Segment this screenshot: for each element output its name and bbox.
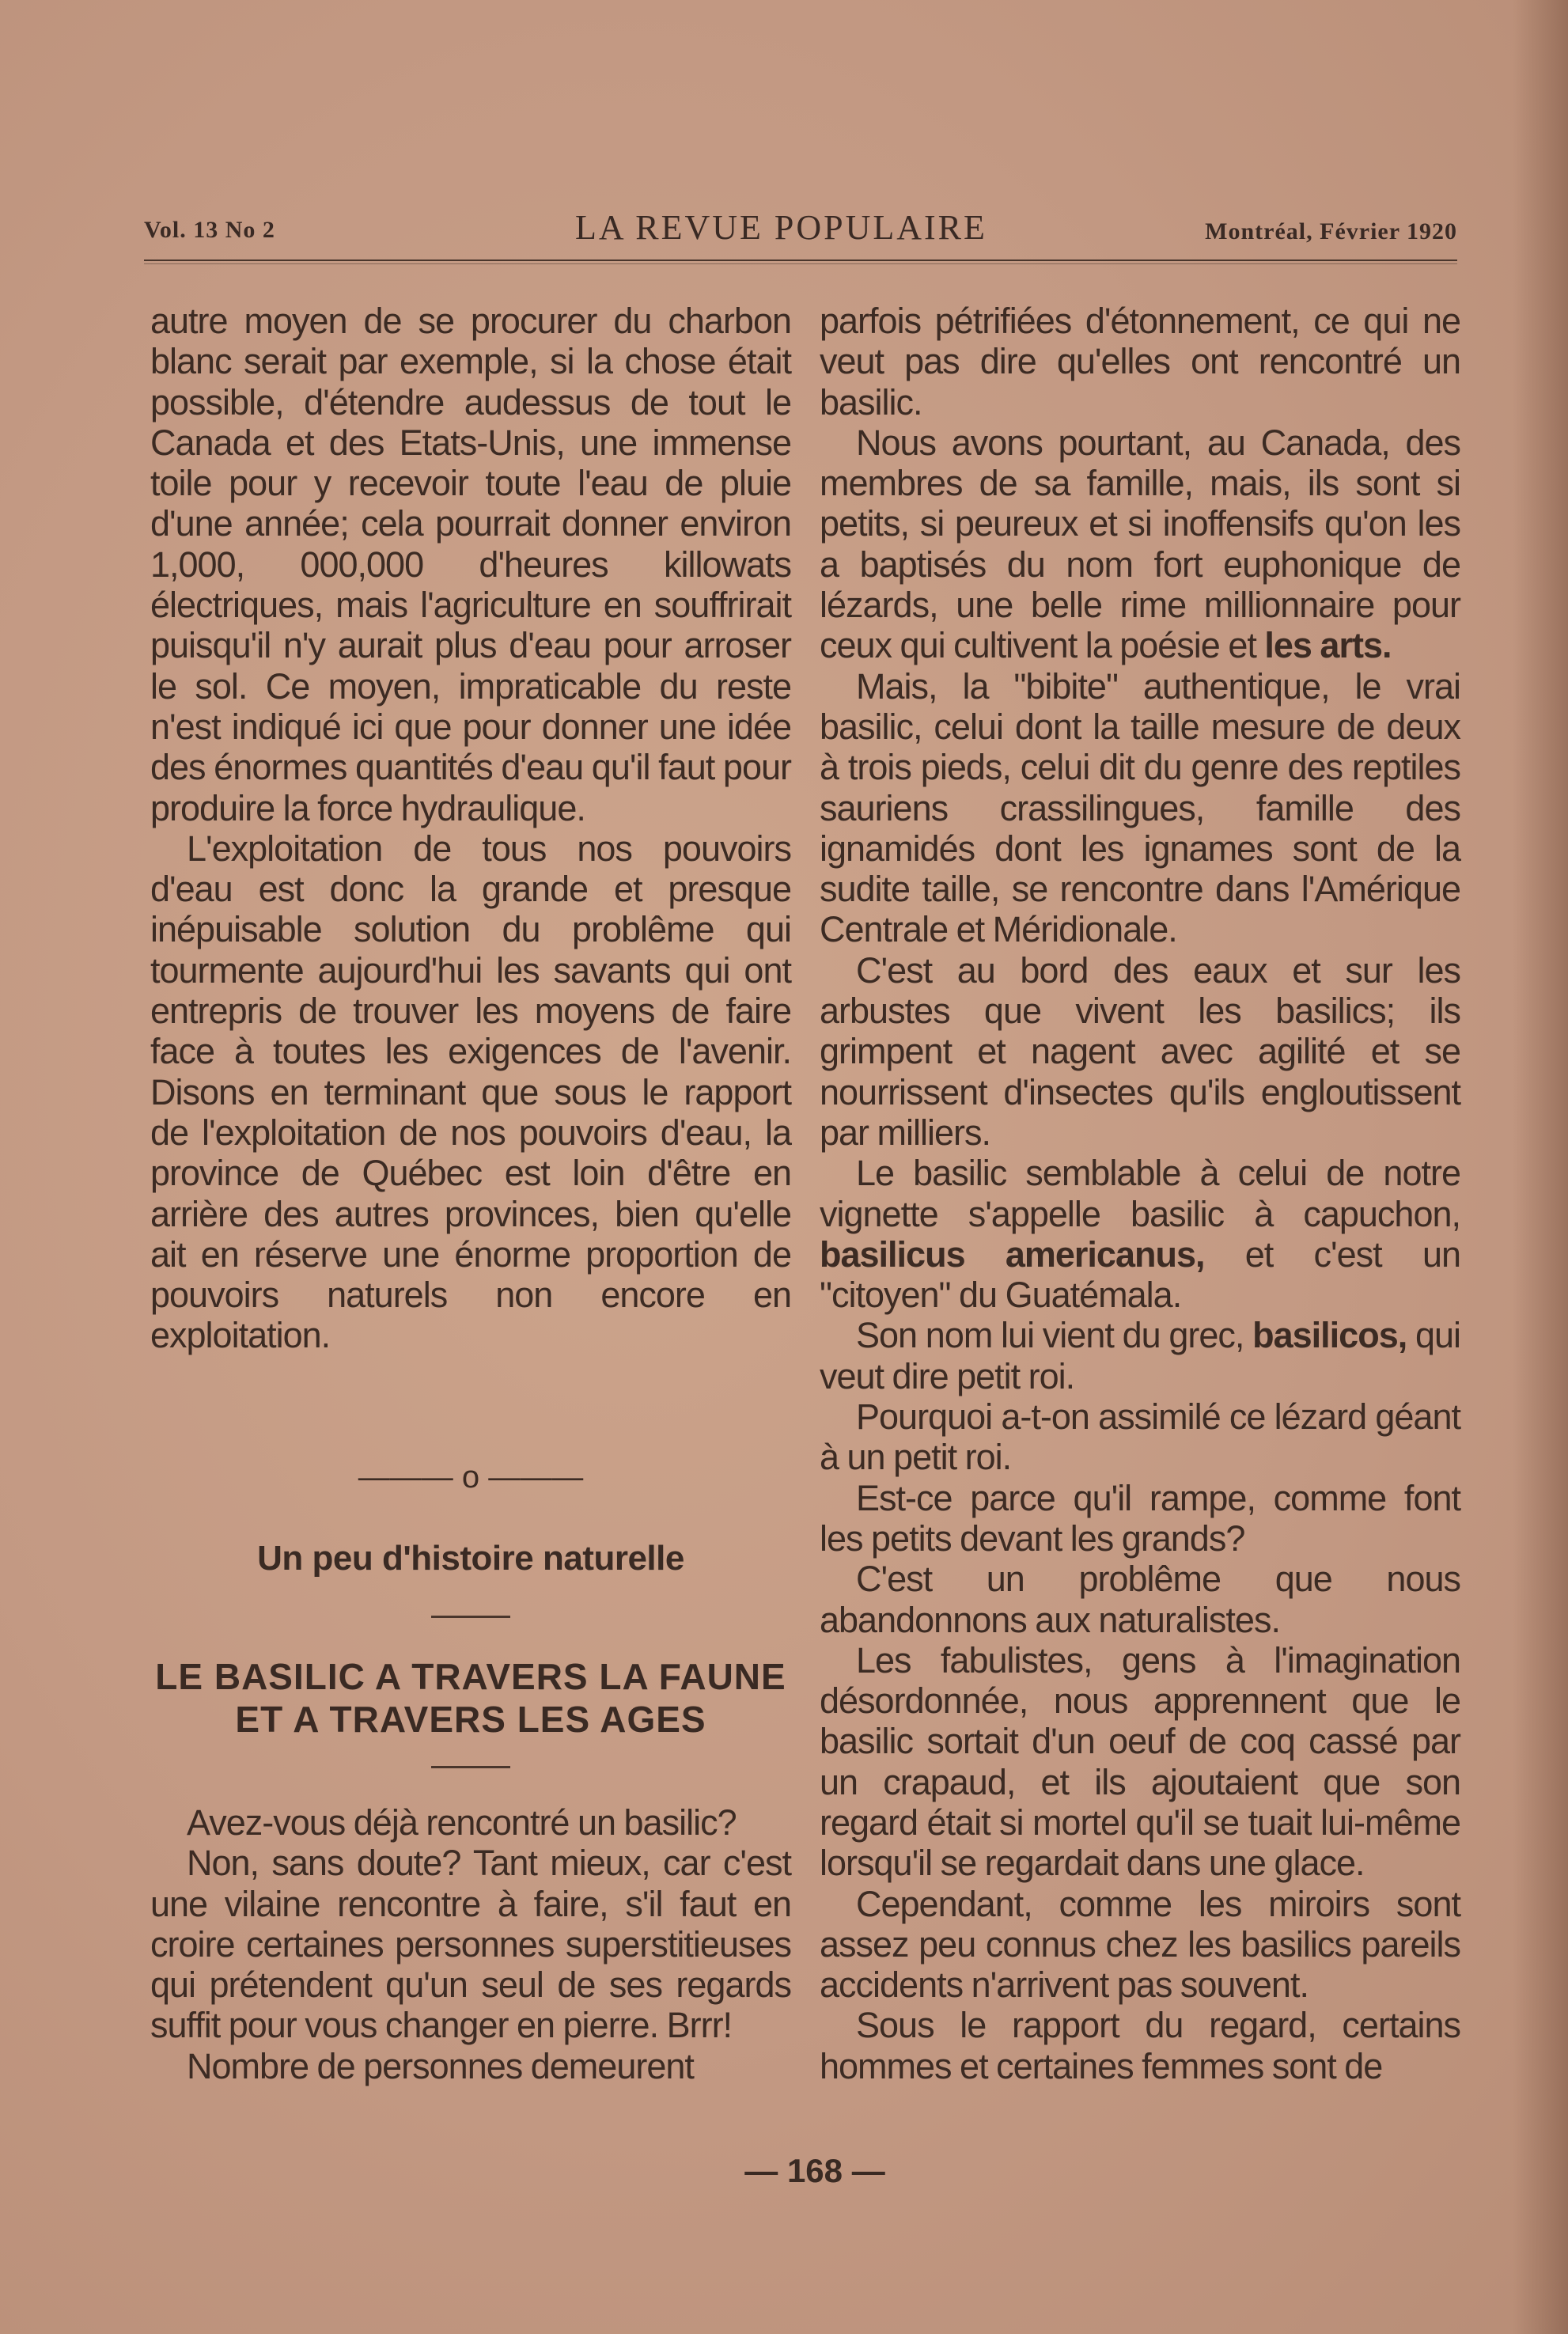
paragraph: parfois pétrifiées d'étonnement, ce qui ne veut pas dire qu'elles ont rencontré un basilic.: [820, 301, 1460, 422]
paragraph: Avez-vous déjà rencontré un basilic?: [187, 1802, 737, 1843]
page-number: — 168 —: [744, 2152, 885, 2189]
paragraph: Cependant, comme les miroirs sont assez peu connus chez les basilics pareils accidents n'arrivent pas souvent.: [820, 1883, 1460, 2006]
paragraph: C'est au bord des eaux et sur les arbustes que vivent les basilics; ils grimpent et nagent avec agilité et se nourrissent d'insectes qu'ils engloutissent par milliers.: [820, 949, 1460, 1153]
text-run: et c'est un "citoyen" du Guatémala.: [820, 1233, 1460, 1316]
paragraph: Sous le rapport du regard, certains hommes et certaines femmes sont de: [820, 2005, 1460, 2086]
left-column-story: [150, 1802, 791, 2086]
left-column: [150, 301, 791, 1356]
paragraph: Est-ce parce qu'il rampe, comme font les petits devant les grands?: [820, 1477, 1460, 1559]
running-header: [144, 207, 1457, 255]
bold-text: basilicus americanus,: [820, 1233, 1205, 1275]
text-run: Nous avons pourtant, au Canada, des membres de sa famille, mais, ils sont si petits, si peureux et si inoffensifs qu'on les a baptisés du nom fort euphonique de lézards, une belle rime millionnaire pour ceux qui cultivent la poésie et: [820, 422, 1460, 666]
paragraph: autre moyen de se procurer du charbon blanc serait par exemple, si la chose était possible, d'étendre audessus de tout le Canada et des Etats-Unis, une immense toile pour y recevoir toute l'eau de pluie d'une année; cela pourrait donner environ 1,000, 000,000 d'heures killowats électriques, mais l'agriculture en souffrirait puisqu'il n'y aurait plus d'eau pour arroser le sol. Ce moyen, impraticable du reste n'est indiqué ici que pour donner une idée des énormes quantités d'eau qu'il faut pour produire la force hydraulique.: [150, 301, 791, 828]
paragraph: Nombre de personnes demeurent: [187, 2045, 694, 2086]
article-headline: [150, 1655, 791, 1741]
header-rule-secondary: [144, 263, 1457, 264]
text-run: Son nom lui vient du grec,: [856, 1315, 1253, 1356]
magazine-title: LA REVUE POPULAIRE: [575, 208, 987, 247]
header-rule: [144, 260, 1457, 261]
short-rule: [431, 1766, 510, 1768]
section-title: Un peu d'histoire naturelle: [257, 1539, 684, 1578]
volume-number: Vol. 13 No 2: [144, 217, 275, 243]
paragraph: Mais, la "bibite" authentique, le vrai basilic, celui dont la taille mesure de deux à trois pieds, celui dit du genre des reptiles sauriens crassilingues, famille des ignamidés dont les ignames sont de la sudite taille, se rencontre dans l'Amérique Centrale et Méridionale.: [820, 665, 1460, 950]
paragraph: [820, 422, 1460, 666]
paragraph: L'exploitation de tous nos pouvoirs d'eau est donc la grande et presque inépuisable solution du problême qui tourmente aujourd'hui les savants qui ont entrepris de trouver les moyens de faire face à toutes les exigences de l'avenir. Disons en terminant que sous le rapport de l'exploitation de nos pouvoirs d'eau, la province de Québec est loin d'être en arrière des autres provinces, bien qu'elle ait en réserve une énorme proportion de pouvoirs naturels non encore en exploitation.: [150, 828, 791, 1356]
bold-text: les arts.: [1264, 625, 1392, 666]
paragraph: Pourquoi a-t-on assimilé ce lézard géant à un petit roi.: [820, 1396, 1460, 1478]
section-ornament: ——— o ———: [358, 1460, 584, 1495]
paragraph: C'est un problême que nous abandonnons aux naturalistes.: [820, 1559, 1460, 1640]
right-column: [820, 301, 1460, 2086]
page-edge-shadow: [1513, 0, 1568, 2334]
short-rule: [431, 1616, 510, 1618]
paragraph: Les fabulistes, gens à l'imagination désordonnée, nous apprennent que le basilic sortait d'un oeuf de coq cassé par un crapaud, et ils ajoutaient que son regard était si mortel qu'il se tuait lui-même lorsqu'il se regardait dans une glace.: [820, 1639, 1460, 1884]
bold-text: basilicos,: [1252, 1315, 1407, 1356]
paragraph: [820, 1153, 1460, 1315]
headline-line: ET A TRAVERS LES AGES: [235, 1699, 706, 1740]
paragraph: Non, sans doute? Tant mieux, car c'est une vilaine rencontre à faire, s'il faut en croire certaines personnes superstitieuses qui prétendent qu'un seul de ses regards suffit pour vous changer en pierre. Brrr!: [150, 1843, 791, 2046]
headline-line: LE BASILIC A TRAVERS LA FAUNE: [155, 1656, 786, 1697]
paragraph: [820, 1315, 1460, 1396]
text-run: qui veut dire petit roi.: [820, 1315, 1460, 1396]
place-date: Montréal, Février 1920: [1205, 218, 1457, 244]
text-run: Le basilic semblable à celui de notre vignette s'appelle basilic à capuchon,: [820, 1153, 1460, 1234]
